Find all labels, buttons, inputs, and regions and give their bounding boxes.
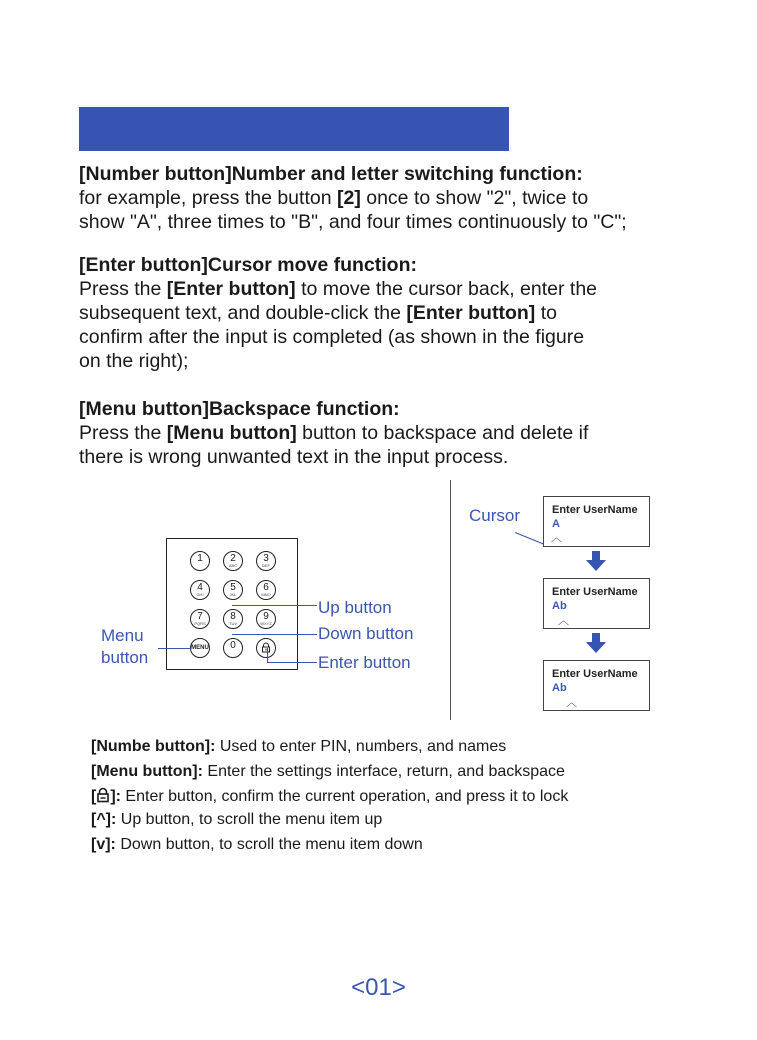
screen-3 — [543, 660, 650, 711]
key-5: 5 JKL — [223, 580, 243, 600]
key-3: 3 DEF — [256, 551, 276, 571]
enter-l2-a: subsequent text, and double-click the — [79, 302, 407, 324]
menu-label-2: button — [101, 648, 149, 667]
enter-section — [79, 253, 699, 373]
enter-section-title: [Enter button]Cursor move function: — [79, 254, 417, 276]
number-line1-b: once to show "2", twice to — [360, 187, 589, 209]
screen-3-cursor: ︿ — [566, 697, 577, 709]
legend-menu: [Menu button]: Enter the settings interface, return, and backspace — [91, 763, 565, 780]
up-button-label: Up button — [318, 598, 392, 617]
screen-2-cursor: ︿ — [558, 615, 569, 627]
lock-icon — [261, 642, 271, 653]
key-1: 1 — [190, 551, 210, 571]
key-9: 9 WXYZ — [256, 609, 276, 629]
menu-label-1: Menu — [101, 626, 144, 645]
key-8: 8 TUV — [223, 609, 243, 629]
key-2: 2 ABC — [223, 551, 243, 571]
screen-1-cursor: ︿ — [551, 532, 562, 544]
key-0: 0 — [223, 638, 243, 658]
lock-icon — [96, 787, 110, 803]
key-menu: MENU — [190, 638, 210, 658]
screen-1-value: A — [552, 518, 560, 530]
screen-2 — [543, 578, 650, 629]
menu-section-title: [Menu button]Backspace function: — [79, 398, 400, 420]
screen-1-title: Enter UserName — [552, 504, 638, 516]
legend-down: [v]: Down button, to scroll the menu item down — [91, 836, 423, 853]
up-callout-line — [232, 605, 317, 606]
screen-3-title: Enter UserName — [552, 668, 638, 680]
enter-callout-vline — [267, 648, 268, 662]
screen-3-value: Ab — [552, 682, 567, 694]
enter-button-label: Enter button — [318, 653, 411, 672]
enter-l2-b: to — [535, 302, 557, 324]
page-number: <01> — [351, 974, 406, 1001]
arrow-down-icon — [585, 551, 607, 573]
number-line1-key: [2] — [336, 187, 361, 209]
arrow-down-icon — [585, 633, 607, 655]
section-banner — [79, 107, 509, 151]
legend-lock: [ ]: Enter button, confirm the current operation, and press it to lock — [91, 788, 569, 805]
enter-l4: on the right); — [79, 350, 189, 372]
key-4: 4 GHI — [190, 580, 210, 600]
menu-l1-a: Press the — [79, 422, 167, 444]
number-section-title: [Number button]Number and letter switching function: — [79, 163, 583, 185]
enter-l2-key: [Enter button] — [406, 302, 536, 324]
key-7: 7 PQRS — [190, 609, 210, 629]
menu-section — [79, 397, 699, 469]
menu-l1-key: [Menu button] — [166, 422, 297, 444]
vertical-divider — [450, 480, 451, 720]
screen-2-title: Enter UserName — [552, 586, 638, 598]
key-lock — [256, 638, 276, 658]
legend-up: [^]: Up button, to scroll the menu item up — [91, 811, 383, 828]
menu-l2: there is wrong unwanted text in the input process. — [79, 446, 509, 468]
screen-2-value: Ab — [552, 600, 567, 612]
number-line2: show "A", three times to "B", and four times continuously to "C"; — [79, 211, 627, 233]
menu-l1-b: button to backspace and delete if — [296, 422, 589, 444]
enter-callout-hline — [267, 662, 317, 663]
keypad-diagram — [166, 538, 298, 670]
number-section — [79, 162, 699, 234]
enter-l3: confirm after the input is completed (as shown in the figure — [79, 326, 585, 348]
legend-numbe: [Numbe button]: Used to enter PIN, numbers, and names — [91, 738, 507, 755]
menu-callout-line — [158, 648, 191, 649]
enter-l1-b: to move the cursor back, enter the — [295, 278, 598, 300]
cursor-label: Cursor — [469, 506, 521, 525]
down-callout-line — [232, 634, 317, 635]
screen-1 — [543, 496, 650, 547]
number-line1-a: for example, press the button — [79, 187, 337, 209]
enter-l1-a: Press the — [79, 278, 167, 300]
key-6: 6 MNO — [256, 580, 276, 600]
down-button-label: Down button — [318, 624, 414, 643]
enter-l1-key: [Enter button] — [166, 278, 296, 300]
